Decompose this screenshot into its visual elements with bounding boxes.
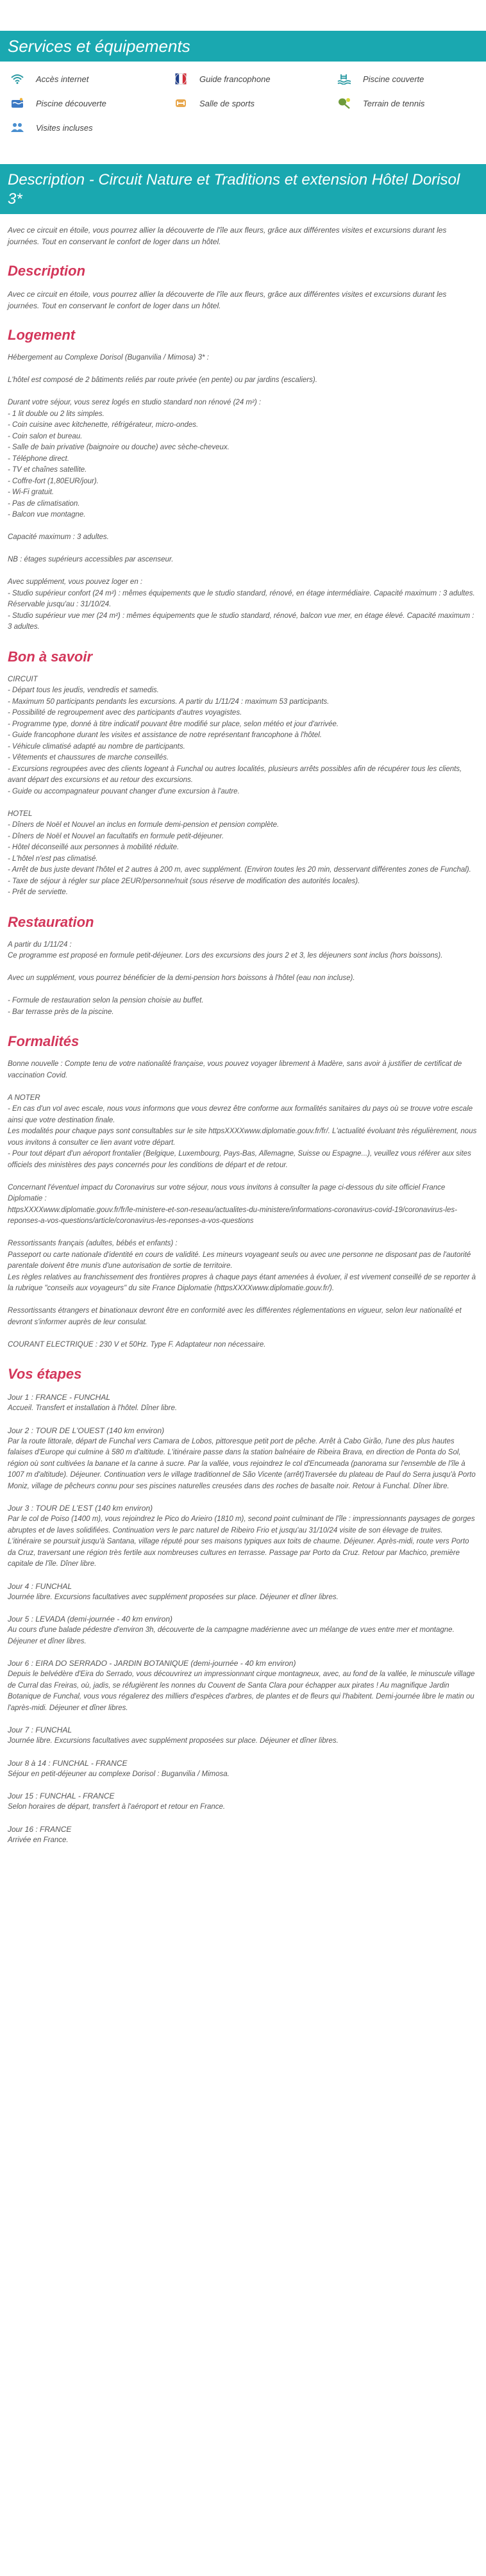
day-text: Par le col de Poiso (1400 m), vous rejoindrez le Pico do Arieiro (1810 m), second point culminant de l'île : impressionnants paysages de gorges abruptes et de laves solidifiées. Continuation vers le parc naturel de Ribeiro Frio et jusqu'au 31/10/24 visite de son élevage de truites. L'itinéraire se poursuit jusqu'à Santana, village réputé pour ses maisons typiques aux toits de chaume. Déjeuner. Après-midi, route vers Porto da Cruz, traversant une région très fertile aux nombreuses cultures en terrasse. Passage par Porto da Cruz. Retour par Machico, première capitale de l'île. Dîner libre.: [8, 1515, 475, 1568]
service-label: Terrain de tennis: [363, 98, 425, 108]
service-item: [336, 95, 486, 112]
services-grid: [0, 62, 486, 142]
page: [0, 31, 486, 1882]
day-title: Jour 16 : FRANCE: [8, 1824, 72, 1834]
day-title: Jour 4 : FUNCHAL: [8, 1581, 72, 1591]
day-item: [8, 1824, 478, 1847]
day-text: Arrivée en France.: [8, 1836, 69, 1844]
day-text: Au cours d'une balade pédestre d'environ 3h, découverte de la campagne madérienne avec un mélange de vues entre mer et montagne. Déjeuner et dîner libres.: [8, 1626, 455, 1645]
day-text: Accueil. Transfert et installation à l'hôtel. Dîner libre.: [8, 1404, 178, 1412]
section-title-bon-a-savoir: Bon à savoir: [8, 648, 93, 665]
formalites-text: Bonne nouvelle : Compte tenu de votre nationalité française, vous pouvez voyager librement à Madère, sans avoir à justifier de certificat de vaccination Covid. A NOTER - En cas d'un vol avec escale, nous vous informons que vous devrez être conforme aux formalités sanitaires du pays où se trouve votre escale ainsi que votre destination finale. Les modalités pour chaque pays sont consultables sur le site httpsXXXXwww.diplomatie.gouv.fr/fr/. L'actualité évoluant très régulièrement, nous vous invitons à consulter ce lien avant votre départ. - Pour tout départ d'un aéroport frontalier (Belgique, Luxembourg, Pays-Bas, Allemagne, Suisse ou Espagne...), veuillez vous référer aux sites officiels des ministères des pays concernés pour les conditions de départ et de retour. Concernant l'éventuel impact du Coronavirus sur votre séjour, nous vous invitons à consulter la page ci-dessous du site officiel France Diplomatie : httpsXXXXwww.diplomatie.gouv.fr/fr/le-ministere-et-son-reseau/actualites-du-ministere/informations-coronavirus-covid-19/coronavirus-les-reponses-a-vos-questions/article/coronavirus-les-reponses-a-vos-questions Ressortissants français (adultes, bébés et enfants) : Passeport ou carte nationale d'identité en cours de validité. Les mineurs voyageant seuls ou avec une personne ne disposant pas de l'autorité parentale doivent être munis d'une autorisation de sortie de territoire. Les règles relatives au franchissement des frontières propres à chaque pays étant amenées à évoluer, il est vivement conseillé de se reporter à la rubrique "conseils aux voyageurs" du site France Diplomatie (httpsXXXXwww.diplomatie.gouv.fr/). Ressortissants étrangers et binationaux devront être en conformité avec les différentes réglementations en vigueur, selon leur nationalité et devront s'informer auprès de leur consulat. COURANT ELECTRIQUE : 230 V et 50Hz. Type F. Adaptateur non nécessaire.: [8, 1060, 477, 1349]
service-label: Piscine découverte: [36, 98, 106, 108]
bon-a-savoir-text: CIRCUIT - Départ tous les jeudis, vendredis et samedis. - Maximum 50 participants pendants les excursions. A partir du 1/11/24 : maximum 53 participants. - Possibilité de regroupement avec des participants d'autres voyagistes. - Programme type, donné à titre indicatif pouvant être modifié sur place, selon météo et jour d'arrivée. - Guide francophone durant les visites et assistance de notre représentant francophone à l'hôtel. - Véhicule climatisé adapté au nombre de participants. - Vêtements et chaussures de marche conseillés. - Excursions regroupées avec des clients logeant à Funchal ou autres localités, plusieurs arrêts possibles afin de récupérer tous les clients, avant départ des excursions et au retour des excursions. - Guide ou accompagnateur pouvant changer d'une excursion à l'autre. HOTEL - Dîners de Noël et Nouvel an inclus en formule demi-pension et pension complète. - Dîners de Noël et Nouvel an facultatifs en formule petit-déjeuner. - Hôtel déconseillé aux personnes à mobilité réduite. - L'hôtel n'est pas climatisé. - Arrêt de bus juste devant l'hôtel et 2 autres à 200 m, avec supplément. (Environ toutes les 20 min, desservant différentes zones de Funchal). - Taxe de séjour à régler sur place 2EUR/personne/nuit (sous réserve de modification des autorités locales). - Prêt de serviette.: [8, 675, 471, 896]
dumbbell-icon: [172, 96, 189, 110]
flag-icon: [172, 72, 189, 86]
restauration-text: A partir du 1/11/24 : Ce programme est proposé en formule petit-déjeuner. Lors des excursions des jours 2 et 3, les déjeuners sont inclus (hors boissons). Avec un supplément, vous pourrez bénéficier de la demi-pension hors boissons à l'hôtel (eau non incluse). - Formule de restauration selon la pension choisie au buffet. - Bar terrasse près de la piscine.: [8, 940, 443, 1016]
section-title-logement: Logement: [8, 327, 76, 343]
day-item: [8, 1724, 478, 1747]
day-item: [8, 1502, 478, 1570]
description-banner-title: Description - Circuit Nature et Traditions et extension Hôtel Dorisol 3*: [8, 171, 460, 208]
day-item: [8, 1613, 478, 1647]
service-item: [172, 95, 336, 112]
day-title: Jour 8 à 14 : FUNCHAL - FRANCE: [8, 1758, 128, 1768]
description-text: Avec ce circuit en étoile, vous pourrez allier la découverte de l'île aux fleurs, grâce aux différentes visites et excursions durant les journées. Tout en conservant le confort de loger dans un hôtel.: [8, 290, 447, 310]
pool-outdoor-icon: [9, 96, 26, 110]
day-title: Jour 6 : EIRA DO SERRADO - JARDIN BOTANIQUE (demi-journée - 40 km environ): [8, 1659, 296, 1668]
service-label: Accès internet: [36, 74, 89, 84]
tennis-icon: [336, 96, 353, 110]
services-title: Services et équipements: [8, 37, 190, 56]
day-title: Jour 3 : TOUR DE L'EST (140 km environ): [8, 1504, 153, 1513]
day-item: [8, 1581, 478, 1604]
services-banner: [0, 31, 486, 62]
etapes-list: [8, 1392, 478, 1846]
service-item: [9, 119, 172, 136]
intro-text: Avec ce circuit en étoile, vous pourrez allier la découverte de l'île aux fleurs, grâce aux différentes visites et excursions durant les journées. Tout en conservant le confort de loger dans un hôtel.: [8, 226, 447, 246]
day-item: [8, 1425, 478, 1493]
service-label: Visites incluses: [36, 122, 93, 133]
service-label: Piscine couverte: [363, 74, 424, 84]
day-title: Jour 7 : FUNCHAL: [8, 1725, 72, 1734]
group-icon: [9, 120, 26, 135]
service-item: [336, 71, 486, 87]
content: [0, 214, 486, 1882]
day-text: Depuis le belvédère d'Eira do Serrado, vous découvrirez un impressionnant cirque montagneux, avec, au fond de la vallée, le minuscule village de Curral das Freiras, où, jadis, se réfugièrent les nonnes du Couvent de Santa Clara pour échapper aux pirates ! Au magnifique Jardin Botanique de Funchal, vous vous régalerez des milliers d'espèces d'arbres, de plantes et de fleurs qui l'habitent. Demi-journée libre le matin ou l'après-midi. Déjeuner et dîner libres.: [8, 1670, 475, 1712]
day-text: Journée libre. Excursions facultatives avec supplément proposées sur place. Déjeuner et dîner libres.: [8, 1737, 339, 1745]
service-item: [9, 95, 172, 112]
day-text: Selon horaires de départ, transfert à l'aéroport et retour en France.: [8, 1803, 226, 1811]
day-item: [8, 1790, 478, 1813]
section-title-description: Description: [8, 263, 86, 279]
day-text: Journée libre. Excursions facultatives avec supplément proposées sur place. Déjeuner et dîner libres.: [8, 1593, 339, 1601]
section-title-formalites: Formalités: [8, 1033, 80, 1049]
logement-text: Hébergement au Complexe Dorisol (Buganvilia / Mimosa) 3* : L'hôtel est composé de 2 bâtiments reliés par route privée (en pente) ou par jardins (escaliers). Durant votre séjour, vous serez logés en studio standard non rénové (24 m²) : - 1 lit double ou 2 lits simples. - Coin cuisine avec kitchenette, réfrigérateur, micro-ondes. - Coin salon et bureau. - Salle de bain privative (baignoire ou douche) avec sèche-cheveux. - Téléphone direct. - TV et chaînes satellite. - Coffre-fort (1,80EUR/jour). - Wi-Fi gratuit. - Pas de climatisation. - Balcon vue montagne. Capacité maximum : 3 adultes. NB : étages supérieurs accessibles par ascenseur. Avec supplément, vous pouvez loger en : - Studio supérieur confort (24 m²) : mêmes équipements que le studio standard, rénové, en étage intermédiaire. Capacité maximum : 3 adultes. Réservable jusqu'au : 31/10/24. - Studio supérieur vue mer (24 m²) : mêmes équipements que le studio standard, rénové, balcon vue mer, en étage élevé. Capacité maximum : 3 adultes.: [8, 354, 475, 631]
service-item: [172, 71, 336, 87]
day-title: Jour 2 : TOUR DE L'OUEST (140 km environ): [8, 1425, 165, 1435]
day-text: Par la route littorale, départ de Funchal vers Camara de Lobos, pittoresque petit port de pêche. Arrêt à Cabo Girão, l'une des plus hautes falaises d'Europe qui culmine à 580 m d'altitude. L'itinéraire passe dans la station balnéaire de Ribeira Brava, en direction de Ponta do Sol, région où sont cultivées la banane et la canne à sucre. Par la vallée, vous rejoindrez le col d'Encumeada (panorama sur l'ensemble de l'île à 1007 m d'altitude). Déjeuner. Continuation vers le village traditionnel de São Vicente (arrêt)Traversée du plateau de Paul do Serra jusqu'à Porto Moniz, village de pêcheurs connu pour ses piscines naturelles creusées dans des roches de basalte noir. Retour à Funchal. Dîner libre.: [8, 1437, 476, 1490]
day-text: Séjour en petit-déjeuner au complexe Dorisol : Buganvilia / Mimosa.: [8, 1770, 230, 1778]
section-title-restauration: Restauration: [8, 913, 94, 930]
section-title-etapes: Vos étapes: [8, 1366, 82, 1382]
description-banner: [0, 164, 486, 214]
service-label: Guide francophone: [199, 74, 271, 84]
day-item: [8, 1757, 478, 1781]
day-item: [8, 1392, 478, 1415]
day-title: Jour 5 : LEVADA (demi-journée - 40 km environ): [8, 1615, 172, 1624]
day-item: [8, 1658, 478, 1714]
pool-icon: [336, 72, 353, 86]
service-item: [9, 71, 172, 87]
service-label: Salle de sports: [199, 98, 255, 108]
wifi-icon: [9, 72, 26, 86]
day-title: Jour 15 : FUNCHAL - FRANCE: [8, 1791, 115, 1800]
day-title: Jour 1 : FRANCE - FUNCHAL: [8, 1393, 111, 1402]
